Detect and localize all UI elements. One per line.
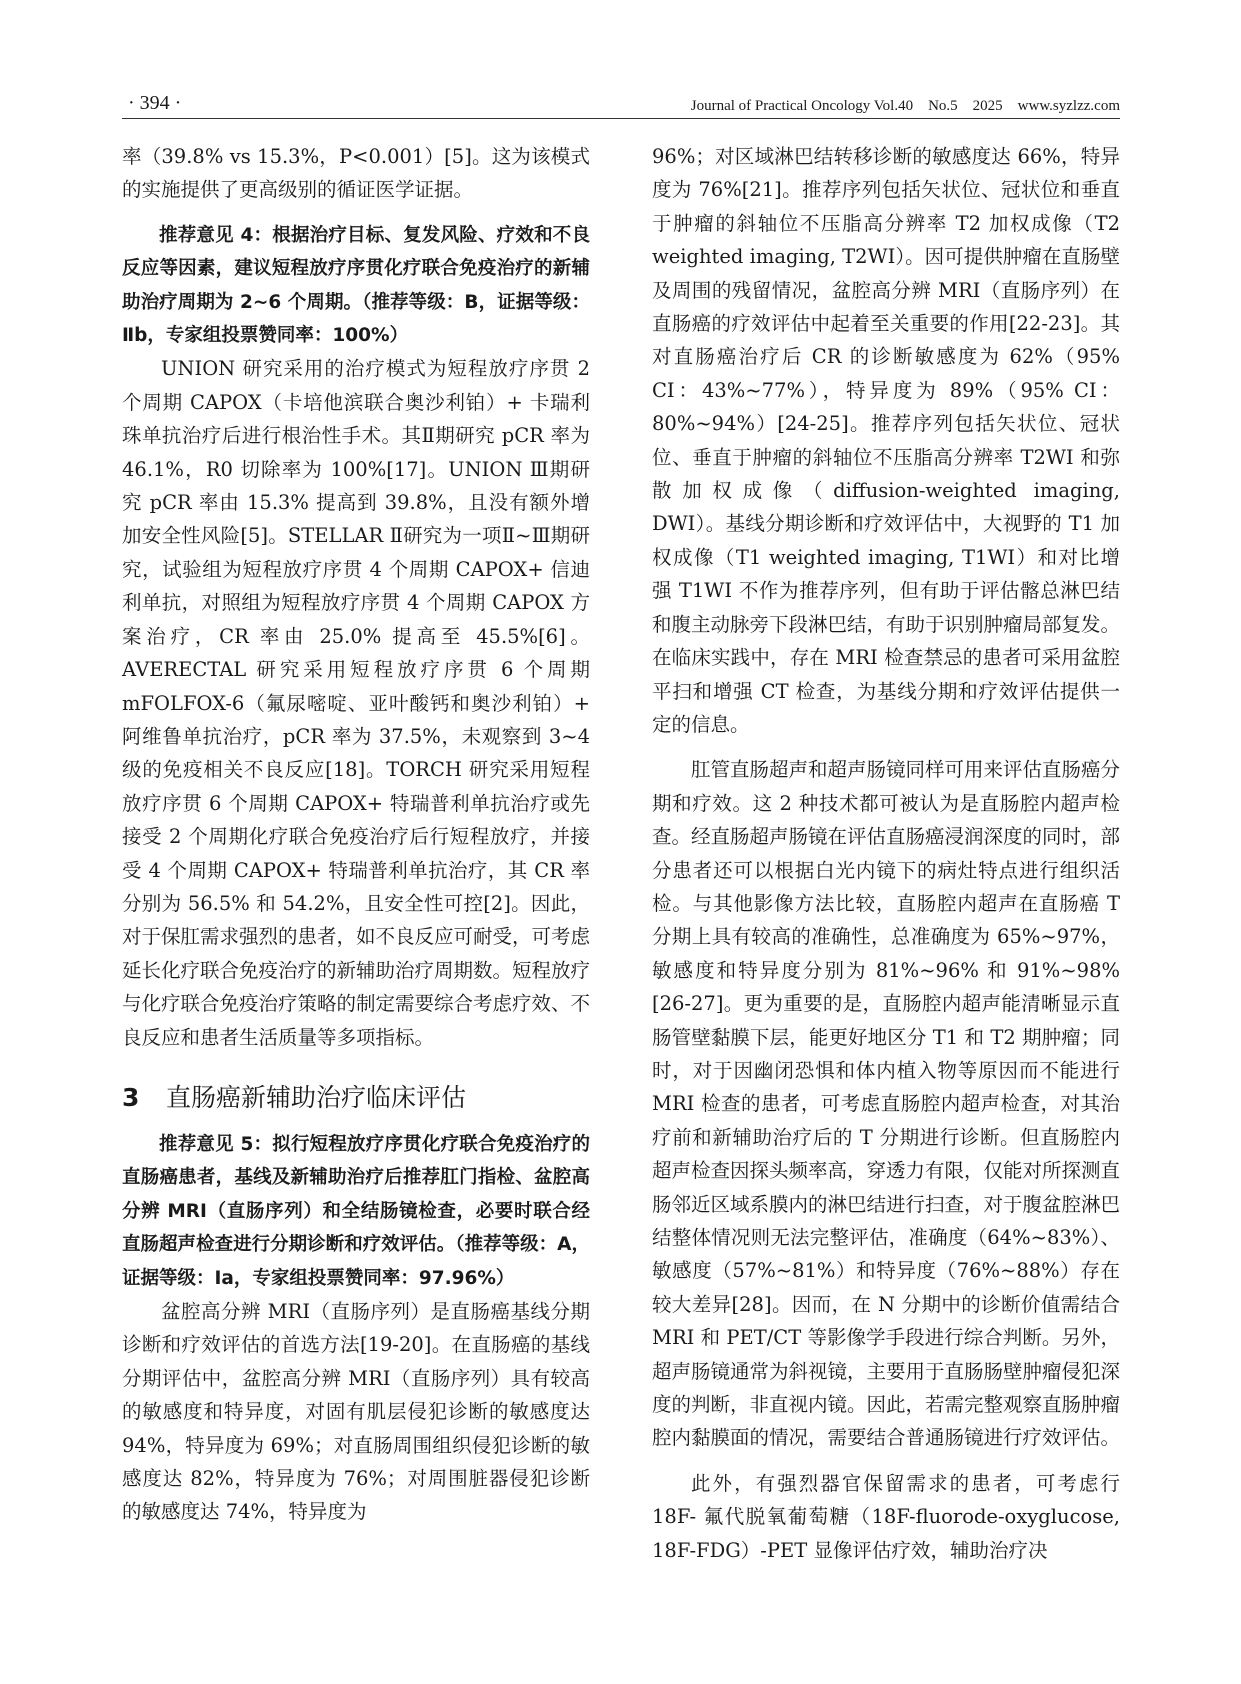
paragraph-ultrasound: 肛管直肠超声和超声肠镜同样可用来评估直肠癌分期和疗效。这 2 种技术都可被认为是直肠腔内超声检查。经直肠超声肠镜在评估直肠癌浸润深度的同时，部分患者还可以根据白光内镜下的病灶特点进行组织活检。与其他影像方法比较，直肠腔内超声在直肠癌 T 分期上具有较高的准确性，总准确度为 65%~97%，敏感度和特异度分别为 81%~96% 和 91%~98%[26-27]。更为重要的是，直肠腔内超声能清晰显示直肠管壁黏膜下层，能更好地区分 T1 和 T2 期肿瘤；同时，对于因幽闭恐惧和体内植入物等原因而不能进行 MRI 检查的患者，可考虑直肠腔内超声检查，对其治疗前和新辅助治疗后的 T 分期进行诊断。但直肠腔内超声检查因探头频率高，穿透力有限，仅能对所探测直肠邻近区域系膜内的淋巴结进行扫查，对于腹盆腔淋巴结整体情况则无法完整评估，准确度（64%~83%）、敏感度（57%~81%）和特异度（76%~88%）存在较大差异[28]。因而，在 N 分期中的诊断价值需结合 MRI 和 PET/CT 等影像学手段进行综合判断。另外，超声肠镜通常为斜视镜，主要用于直肠肠壁肿瘤侵犯深度的判断，非直视内镜。因此，若需完整观察直肠肿瘤腔内黏膜面的情况，需要结合普通肠镜进行疗效评估。: [652, 758, 1121, 1450]
running-header: [122, 92, 1120, 119]
paragraph-union-study: UNION 研究采用的治疗模式为短程放疗序贯 2 个周期 CAPOX（卡培他滨联合奥沙利铂）+ 卡瑞利珠单抗治疗后进行根治性手术。其Ⅱ期研究 pCR 率为 46.1%，R0 切除率为 100%[17]。UNION Ⅲ期研究 pCR 率由 15.3% 提高到 39.8%，且没有额外增加安全性风险[5]。STELLAR Ⅱ研究为一项Ⅱ~Ⅲ期研究，试验组为短程放疗序贯 4 个周期 CAPOX+ 信迪利单抗，对照组为短程放疗序贯 4 个周期 CAPOX 方案治疗，CR 率由 25.0% 提高至 45.5%[6]。AVERECTAL 研究采用短程放疗序贯 6 个周期 mFOLFOX-6（氟尿嘧啶、亚叶酸钙和奥沙利铂）+ 阿维鲁单抗治疗，pCR 率为 37.5%，未观察到 3~4 级的免疫相关不良反应[18]。TORCH 研究采用短程放疗序贯 6 个周期 CAPOX+ 特瑞普利单抗治疗或先接受 2 个周期化疗联合免疫治疗后行短程放疗，并接受 4 个周期 CAPOX+ 特瑞普利单抗治疗，其 CR 率分别为 56.5% 和 54.2%，且安全性可控[2]。因此，对于保肛需求强烈的患者，如不良反应可耐受，可考虑延长化疗联合免疫治疗的新辅助治疗周期数。短程放疗与化疗联合免疫治疗策略的制定需要综合考虑疗效、不良反应和患者生活质量等多项指标。: [122, 357, 591, 1049]
recommendation-4: 推荐意见 4：根据治疗目标、复发风险、疗效和不良反应等因素，建议短程放疗序贯化疗联合免疫治疗的新辅助治疗周期为 2~6 个周期。（推荐等级：B，证据等级：Ⅱb，专家组投票赞同率：100%）: [122, 224, 590, 347]
section-heading: [122, 1080, 590, 1116]
section-number: 3: [122, 1082, 140, 1112]
paragraph-mri-continued: 96%；对区域淋巴结转移诊断的敏感度达 66%，特异度为 76%[21]。推荐序列包括矢状位、冠状位和垂直于肿瘤的斜轴位不压脂高分辨率 T2 加权成像（T2 weighted imaging, T2WI）。因可提供肿瘤在直肠壁及周围的残留情况，盆腔高分辨 MRI（直肠序列）在直肠癌的疗效评估中起着至关重要的作用[22-23]。其对直肠癌治疗后 CR 的诊断敏感度为 62%（95% CI：43%~77%），特异度为 89%（95% CI：80%~94%）[24-25]。推荐序列包括矢状位、冠状位、垂直于肿瘤的斜轴位不压脂高分辨率 T2WI 和弥散加权成像（diffusion-weighted imaging, DWI）。基线分期诊断和疗效评估中，大视野的 T1 加权成像（T1 weighted imaging, T1WI）和对比增强 T1WI 不作为推荐序列，但有助于评估髂总淋巴结和腹主动脉旁下段淋巴结，有助于识别肿瘤局部复发。在临床实践中，存在 MRI 检查禁忌的患者可采用盆腔平扫和增强 CT 检查，为基线分期和疗效评估提供一定的信息。: [652, 145, 1121, 736]
page-number: · 394 ·: [128, 92, 182, 114]
paragraph-continuation: 率（39.8% vs 15.3%，P<0.001）[5]。这为该模式的实施提供了更高级别的循证医学证据。: [122, 145, 590, 202]
section-title: 直肠癌新辅助治疗临床评估: [166, 1082, 467, 1112]
paragraph-pet: 此外，有强烈器官保留需求的患者，可考虑行 18F- 氟代脱氧葡萄糖（18F-fluorode-oxyglucose, 18F-FDG）-PET 显像评估疗效，辅助治疗决: [652, 1471, 1120, 1562]
journal-citation: Journal of Practical Oncology Vol.40 No.5 2025 www.syzlzz.com: [690, 98, 1120, 114]
right-column: [652, 140, 1120, 1567]
recommendation-5: 推荐意见 5：拟行短程放疗序贯化疗联合免疫治疗的直肠癌患者，基线及新辅助治疗后推荐肛门指检、盆腔高分辨 MRI（直肠序列）和全结肠镜检查，必要时联合经直肠超声检查进行分期诊断和疗效评估。（推荐等级：A，证据等级：Ⅰa，专家组投票赞同率：97.96%）: [122, 1133, 590, 1289]
left-column: [122, 140, 590, 1529]
paragraph-mri: 盆腔高分辨 MRI（直肠序列）是直肠癌基线分期诊断和疗效评估的首选方法[19-20]。在直肠癌的基线分期评估中，盆腔高分辨 MRI（直肠序列）具有较高的敏感度和特异度，对固有肌层侵犯诊断的敏感度达 94%，特异度为 69%；对直肠周围组织侵犯诊断的敏感度达 82%，特异度为 76%；对周围脏器侵犯诊断的敏感度达 74%，特异度为: [122, 1300, 590, 1524]
